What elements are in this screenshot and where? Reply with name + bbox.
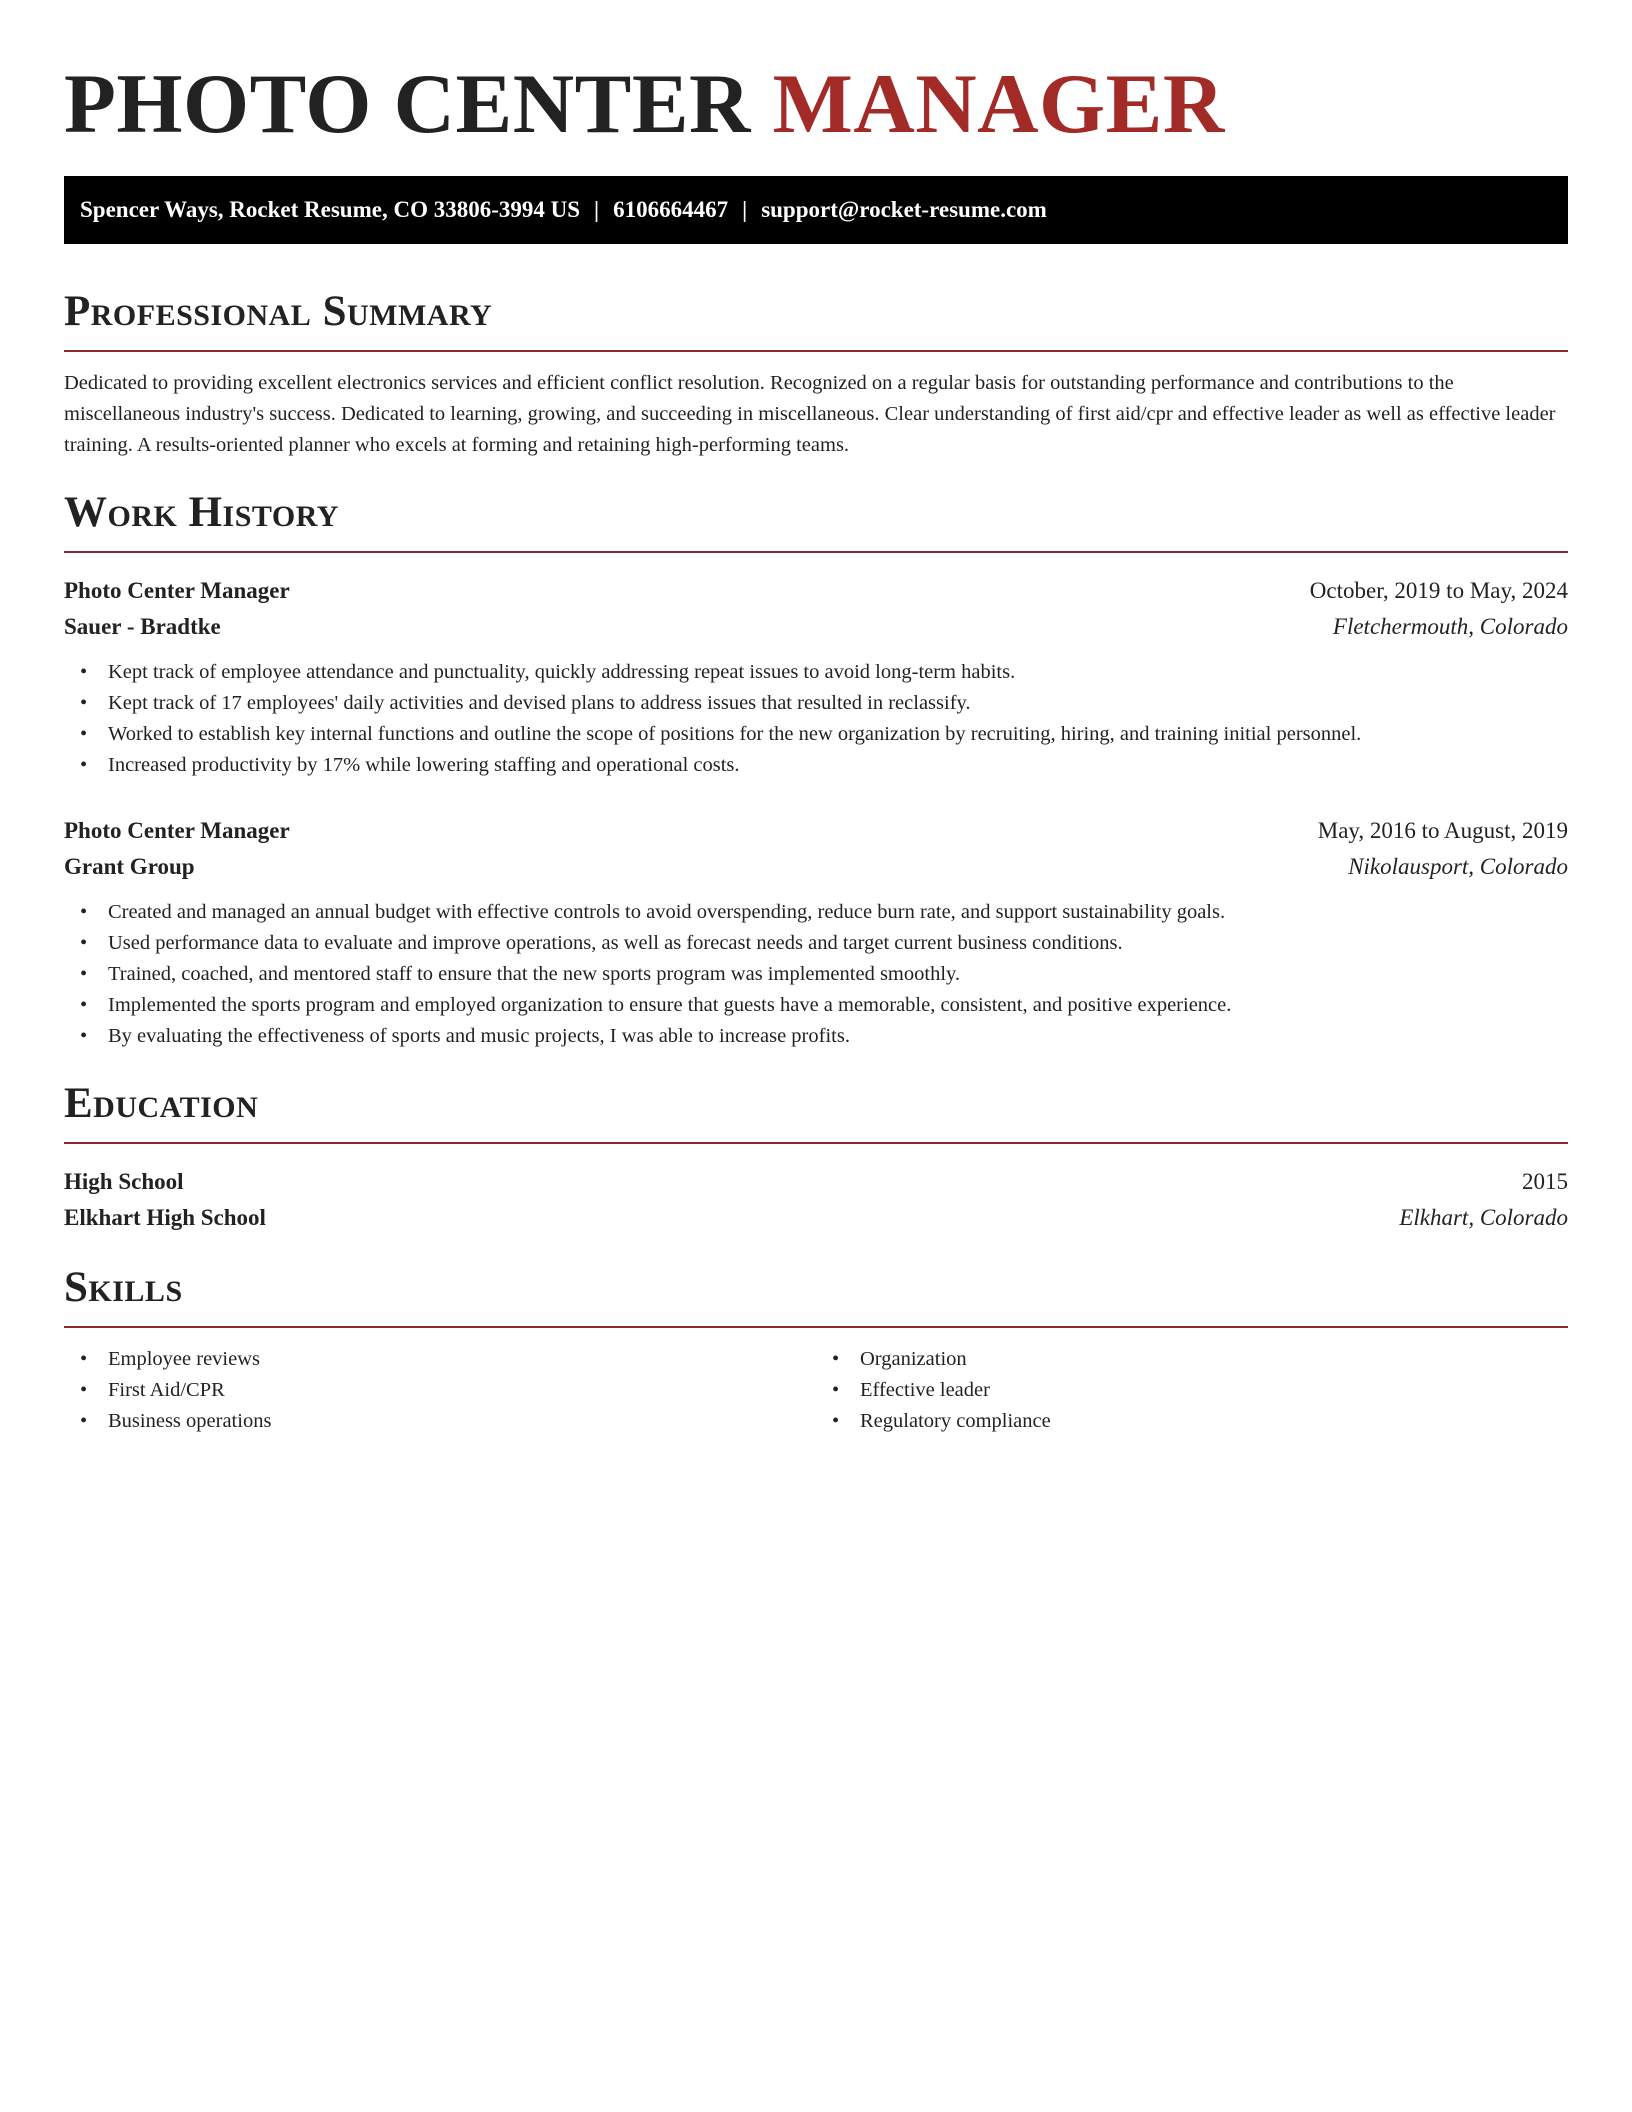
education-section [64, 1078, 1568, 1236]
contact-address: Spencer Ways, Rocket Resume, CO 33806-3994 US [80, 197, 581, 222]
job-bullet: • Created and managed an annual budget with effective controls to avoid overspending, reduce burn rate, and support sustainability goals. [64, 897, 1568, 928]
contact-phone[interactable]: 6106664467 [613, 197, 729, 222]
education-entry [64, 1164, 1568, 1236]
skills-list-right [816, 1344, 1568, 1437]
contact-separator: | [742, 197, 748, 222]
skills-heading: Skills [64, 1262, 1568, 1328]
job-bullet: • Kept track of 17 employees' daily activities and devised plans to address issues that resulted in reclassify. [64, 688, 1568, 719]
job-bullet: • Trained, coached, and mentored staff to ensure that the new sports program was implemented smoothly. [64, 959, 1568, 990]
education-school-row [64, 1200, 1568, 1236]
job-bullet: • Used performance data to evaluate and improve operations, as well as forecast needs and target current business conditions. [64, 928, 1568, 959]
resume-title [64, 56, 1568, 152]
job-location: Fletchermouth, Colorado [1332, 614, 1568, 639]
job-bullet: • By evaluating the effectiveness of sports and music projects, I was able to increase profits. [64, 1021, 1568, 1052]
job-bullets [64, 657, 1568, 781]
education-school: Elkhart High School [64, 1205, 266, 1230]
education-degree: High School [64, 1169, 184, 1194]
job-bullet: • Worked to establish key internal functions and outline the scope of positions for the new organization by recruiting, hiring, and training initial personnel. [64, 719, 1568, 750]
education-degree-row [64, 1164, 1568, 1200]
summary-text: Dedicated to providing excellent electronics services and efficient conflict resolution. Recognized on a regular basis for outstanding performance and contributions to the miscellaneous industry's success. Dedicated to learning, growing, and succeeding in miscellaneous. Clear understanding of first aid/cpr and effective leader as well as effective leader training. A results-oriented planner who excels at forming and retaining high-performing teams. [64, 372, 1556, 456]
skill-item: • Regulatory compliance [816, 1406, 1568, 1437]
job-dates: October, 2019 to May, 2024 [1309, 578, 1568, 603]
job-header-row [64, 813, 1568, 849]
job-bullet: • Kept track of employee attendance and punctuality, quickly addressing repeat issues to avoid long-term habits. [64, 657, 1568, 688]
education-year: 2015 [1522, 1169, 1568, 1194]
work-history-heading: Work History [64, 487, 1568, 553]
title-main: PHOTO CENTER [64, 57, 751, 151]
education-heading: Education [64, 1078, 1568, 1144]
skill-item: • Organization [816, 1344, 1568, 1375]
skills-grid [64, 1344, 1568, 1437]
job-company: Grant Group [64, 854, 195, 879]
job-company-row [64, 609, 1568, 645]
skill-item: • Effective leader [816, 1375, 1568, 1406]
job-entry [64, 573, 1568, 781]
job-company: Sauer - Bradtke [64, 614, 221, 639]
education-location: Elkhart, Colorado [1399, 1205, 1568, 1230]
contact-bar [64, 176, 1568, 244]
job-header-row [64, 573, 1568, 609]
job-bullet: • Increased productivity by 17% while lowering staffing and operational costs. [64, 750, 1568, 781]
job-dates: May, 2016 to August, 2019 [1317, 818, 1568, 843]
job-title: Photo Center Manager [64, 578, 290, 603]
job-bullet: • Implemented the sports program and employed organization to ensure that guests have a memorable, consistent, and positive experience. [64, 990, 1568, 1021]
job-company-row [64, 849, 1568, 885]
job-bullets [64, 897, 1568, 1052]
skill-item: • Business operations [64, 1406, 816, 1437]
skill-item: • First Aid/CPR [64, 1375, 816, 1406]
summary-section [64, 286, 1568, 461]
contact-email[interactable]: support@rocket-resume.com [761, 197, 1047, 222]
work-history-section [64, 487, 1568, 1052]
job-entry [64, 813, 1568, 1052]
job-location: Nikolausport, Colorado [1348, 854, 1568, 879]
title-accent: MANAGER [772, 57, 1225, 151]
skills-list-left [64, 1344, 816, 1437]
contact-separator: | [594, 197, 600, 222]
summary-heading: Professional Summary [64, 286, 1568, 352]
skills-section [64, 1262, 1568, 1437]
job-title: Photo Center Manager [64, 818, 290, 843]
skill-item: • Employee reviews [64, 1344, 816, 1375]
